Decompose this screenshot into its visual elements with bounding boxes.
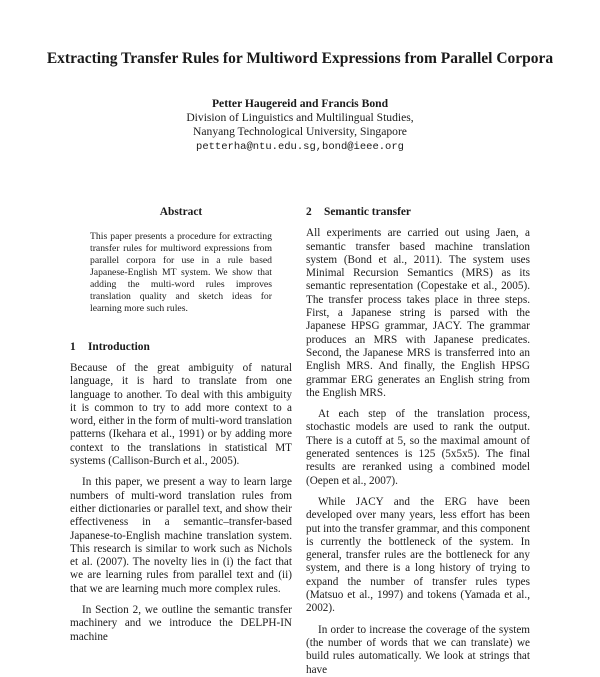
section-1-title: Introduction: [88, 340, 150, 353]
semantic-paragraph-4: In order to increase the coverage of the system (the number of words that we can translate) we build rules automatically. We look at strings that have: [306, 623, 530, 676]
intro-paragraph-3: In Section 2, we outline the semantic transfer machinery and we introduce the DELPH-IN machine: [70, 603, 292, 643]
abstract-heading: Abstract: [159, 206, 203, 218]
abstract-text: This paper presents a procedure for extracting transfer rules for multiword expressions from parallel corpora for use in a rule based Japanese-English MT system. We show that adding the multi-word rules improves translation quality and sketch ideas for learning more such rules.: [90, 231, 272, 314]
intro-paragraph-1: Because of the great ambiguity of natural language, it is hard to translate from one language to another. To deal with this ambiguity it is common to try to add more context to a word, either in the form of multi-word translation patterns (Ikehara et al., 1991) or by adding more context to the translations in statistical MT systems (Callison-Burch et al., 2005).: [70, 361, 292, 468]
left-column: [70, 206, 292, 644]
affiliation-line-2: Nanyang Technological University, Singapore: [193, 125, 407, 139]
section-2-title: Semantic transfer: [324, 206, 411, 218]
paper-title: Extracting Transfer Rules for Multiword Expressions from Parallel Corpora: [46, 50, 554, 67]
author-emails: petterha@ntu.edu.sg,bond@ieee.org: [196, 140, 404, 153]
semantic-paragraph-1: All experiments are carried out using Jaen, a semantic transfer based machine translation system (Bond et al., 2011). The system uses Minimal Recursion Semantics (MRS) as its semantic representation (Copestake et al., 2005). The transfer process takes place in three steps. First, a Japanese string is parsed with the Japanese HPSG grammar, JACY. The grammar produces an MRS with Japanese predicates. Second, the Japanese MRS is transferred into an English MRS. And finally, the English HPSG grammar ERG generates an English string from the English MRS.: [306, 227, 530, 399]
section-2-heading: [306, 206, 530, 219]
section-1-number: 1: [70, 340, 76, 353]
section-2-number: 2: [306, 206, 312, 218]
semantic-paragraph-3: While JACY and the ERG have been developed over many years, less effort has been put into the transfer grammar, and this component is currently the bottleneck of the system. In general, transfer rules are the bottleneck for any system, and there is a long history of trying to expand the number of transfer rules types (Matsuo et al., 1997) and tokens (Yamada et al., 2002).: [306, 495, 530, 615]
semantic-paragraph-2: At each step of the translation process, stochastic models are used to rank the output. There is a cutoff at 5, so the maximal amount of generated sentences is 125 (5x5x5). The final results are reranked using a combined model (Oepen et al., 2007).: [306, 408, 530, 487]
affiliation-line-1: Division of Linguistics and Multilingual Studies,: [186, 111, 414, 125]
author-block: [0, 97, 600, 154]
right-column: [306, 206, 530, 677]
authors: Petter Haugereid and Francis Bond: [211, 97, 389, 110]
section-1-heading: [70, 341, 292, 354]
intro-paragraph-2: In this paper, we present a way to learn large numbers of multi-word translation rules from either dictionaries or parallel text, and show their effectiveness in a semantic–transfer-based Japanese-to-English machine translation system. This research is similar to work such as Nichols et al. (2007). The novelty lies in (i) the fact that we are learning rules from parallel text and (ii) that we are learning much more complex rules.: [70, 476, 292, 595]
